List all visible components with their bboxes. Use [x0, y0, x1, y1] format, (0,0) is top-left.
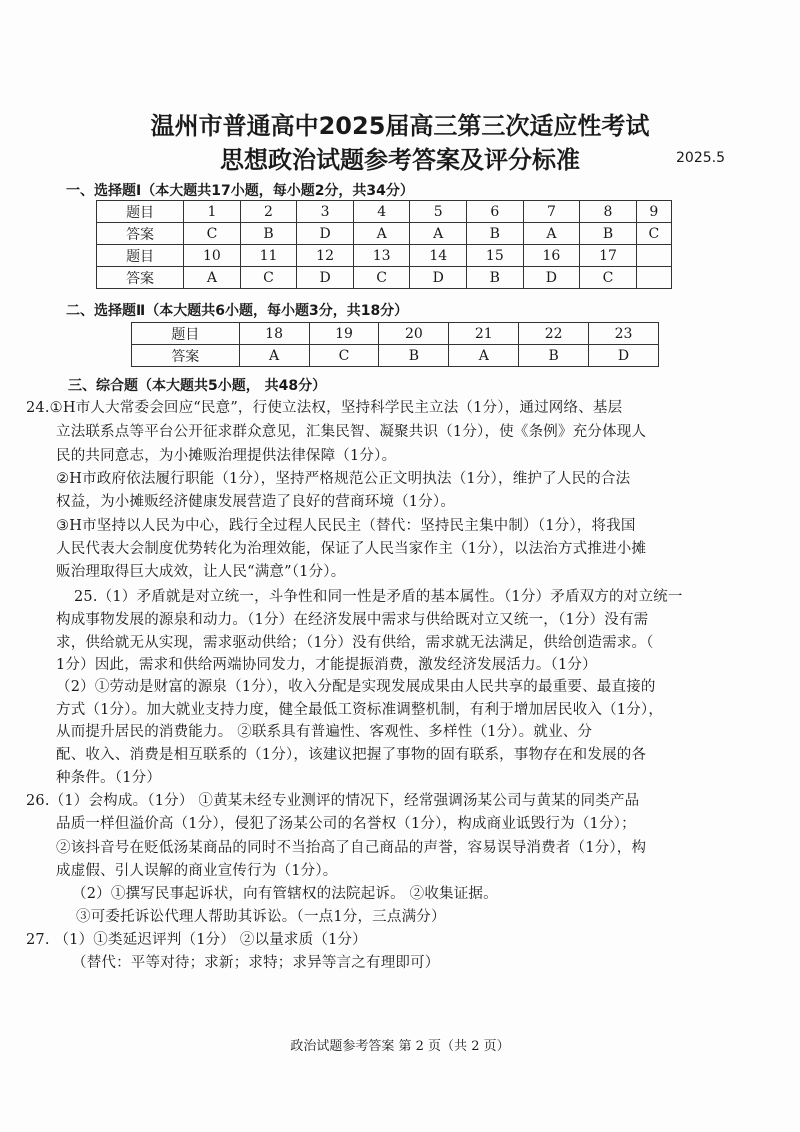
page-footer: 政治试题参考答案 第 2 页（共 2 页）	[290, 1039, 510, 1054]
answer-line: 种条件。（1分）	[56, 770, 162, 786]
answer-line: 配、收入、消费是相互联系的（1分），该建议把握了事物的固有联系，事物存在和发展的各	[56, 747, 647, 763]
answer-line: （替代：平等对待；求新；求特；求异等言之有理即可）	[72, 955, 440, 971]
doc-title: 温州市普通高中2025届高三第三次适应性考试	[150, 112, 650, 140]
table-cell: 2	[240, 201, 297, 223]
table-cell: A	[239, 345, 309, 367]
answer-line: 从而提升居民的消费能力。 ②联系具有普遍性、客观性、多样性（1分）。就业、分	[56, 724, 593, 740]
table-cell: B	[467, 267, 524, 289]
answer-line: （2）①撰写民事起诉状，向有管辖权的法院起诉。 ②收集证据。	[72, 886, 498, 902]
table-cell: A	[184, 267, 241, 289]
table-row	[97, 267, 672, 289]
table-cell: 1	[184, 201, 241, 223]
table-cell: B	[240, 223, 297, 245]
table-cell: B	[519, 345, 589, 367]
table-cell: B	[580, 223, 637, 245]
table-cell: 23	[589, 323, 659, 345]
row-label: 答案	[97, 223, 184, 245]
table-row	[132, 345, 659, 367]
table-cell	[636, 245, 671, 267]
table-cell: D	[589, 345, 659, 367]
table-cell: D	[523, 267, 580, 289]
table-cell: 21	[449, 323, 519, 345]
answer-line: 25.（1）矛盾就是对立统一，斗争性和同一性是矛盾的基本属性。（1分）矛盾双方的对立统一	[74, 589, 683, 605]
table-cell: A	[410, 223, 467, 245]
answer-line: 24.①H市人大常委会回应“民意”，行使立法权，坚持科学民主立法（1分），通过网络、基层	[26, 400, 623, 416]
table-cell: 16	[523, 245, 580, 267]
table-cell: 3	[297, 201, 354, 223]
doc-date: 2025.5	[676, 150, 725, 166]
table-cell: C	[309, 345, 379, 367]
row-label: 题目	[132, 323, 240, 345]
answer-line: 人民代表大会制度优势转化为治理效能，保证了人民当家作主（1分），以法治方式推进小摊	[56, 541, 647, 557]
answer-line: 26.（1）会构成。（1分） ①黄某未经专业测评的情况下，经常强调汤某公司与黄某的同类产品	[26, 793, 640, 809]
row-label: 题目	[97, 201, 184, 223]
table-cell: D	[410, 267, 467, 289]
table-cell: 13	[353, 245, 410, 267]
table-cell: 4	[353, 201, 410, 223]
answer-table-2	[131, 322, 659, 367]
table-cell: A	[449, 345, 519, 367]
answer-line: 民的共同意志，为小摊贩治理提供法律保障（1分）。	[56, 448, 397, 464]
table-cell: 17	[580, 245, 637, 267]
answer-line: 27. （1）①类延迟评判（1分） ②以量求质（1分）	[26, 932, 367, 948]
table-cell: C	[353, 267, 410, 289]
answer-line: 成虚假、引人误解的商业宣传行为（1分）。	[56, 863, 338, 879]
answer-line: （2）①劳动是财富的源泉（1分），收入分配是实现发展成果由人民共享的最重要、最直接的	[56, 679, 656, 695]
table-cell: 11	[240, 245, 297, 267]
table-row	[97, 201, 672, 223]
answer-line: ②H市政府依法履行职能（1分），坚持严格规范公正文明执法（1分），维护了人民的合法	[56, 471, 631, 487]
table-cell: D	[297, 267, 354, 289]
table-cell: 7	[523, 201, 580, 223]
answer-table-1	[96, 200, 672, 289]
table-cell: 18	[239, 323, 309, 345]
table-cell: C	[580, 267, 637, 289]
answer-line: ②该抖音号在贬低汤某商品的同时不当抬高了自己商品的声誉，容易误导消费者（1分），构	[56, 840, 647, 856]
table-cell: C	[184, 223, 241, 245]
table-cell: 10	[184, 245, 241, 267]
table-row	[97, 223, 672, 245]
table-cell: C	[636, 223, 671, 245]
answer-line: 贩治理取得巨大成效，让人民“满意”（1分）。	[56, 564, 346, 580]
section1-heading: 一、选择题Ⅰ（本大题共17小题，每小题2分，共34分）	[66, 183, 414, 199]
table-cell: B	[379, 345, 449, 367]
answer-line: 立法联系点等平台公开征求群众意见，汇集民智、凝聚共识（1分），使《条例》充分体现人	[56, 424, 647, 440]
answer-line: 构成事物发展的源泉和动力。（1分）在经济发展中需求与供给既对立又统一，（1分）没有需	[56, 612, 649, 628]
table-cell: 15	[467, 245, 524, 267]
table-cell: 6	[467, 201, 524, 223]
doc-subtitle: 思想政治试题参考答案及评分标准	[220, 146, 580, 174]
table-cell	[636, 267, 671, 289]
section2-heading: 二、选择题Ⅱ（本大题共6小题，每小题3分，共18分）	[66, 303, 409, 319]
row-label: 题目	[97, 245, 184, 267]
answer-line: 品质一样但溢价高（1分），侵犯了汤某公司的名誉权（1分），构成商业诋毁行为（1分）；	[56, 816, 636, 832]
answer-line: 方式（1分）。加大就业支持力度，健全最低工资标准调整机制，有利于增加居民收入（1分），	[56, 702, 664, 718]
table-cell: B	[467, 223, 524, 245]
table-cell: A	[353, 223, 410, 245]
table-cell: A	[523, 223, 580, 245]
answer-line: 求，供给就无从实现，需求驱动供给；（1分）没有供给，需求就无法满足，供给创造需求。（	[56, 635, 654, 651]
table-cell: 22	[519, 323, 589, 345]
section3-heading: 三、综合题（本大题共5小题， 共48分）	[68, 378, 327, 394]
table-cell: 8	[580, 201, 637, 223]
table-row	[97, 245, 672, 267]
answer-line: ③H市坚持以人民为中心，践行全过程人民民主（替代：坚持民主集中制）（1分），将我国	[56, 518, 636, 534]
table-row	[132, 323, 659, 345]
answer-line: 权益，为小摊贩经济健康发展营造了良好的营商环境（1分）。	[56, 494, 456, 510]
table-cell: 20	[379, 323, 449, 345]
table-cell: 12	[297, 245, 354, 267]
table-cell: 14	[410, 245, 467, 267]
table-cell: D	[297, 223, 354, 245]
answer-line: 1分）因此，需求和供给两端协同发力，才能提振消费，激发经济发展活力。（1分）	[56, 657, 597, 673]
row-label: 答案	[132, 345, 240, 367]
table-cell: 5	[410, 201, 467, 223]
table-cell: 19	[309, 323, 379, 345]
table-cell: C	[240, 267, 297, 289]
table-cell: 9	[636, 201, 671, 223]
row-label: 答案	[97, 267, 184, 289]
answer-line: ③可委托诉讼代理人帮助其诉讼。（一点1分，三点满分）	[76, 909, 446, 925]
